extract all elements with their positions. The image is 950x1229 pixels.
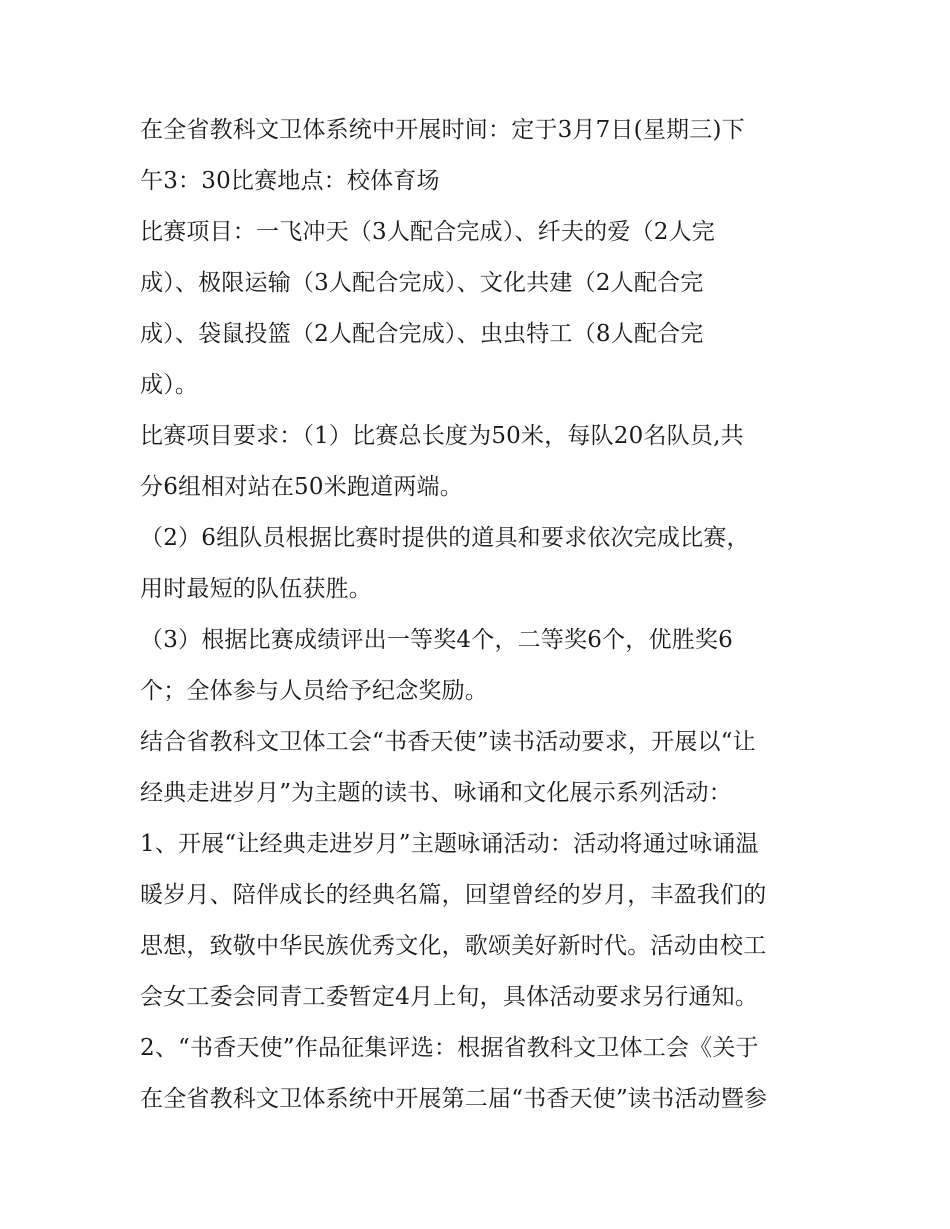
text-line: 成）。 — [140, 372, 199, 398]
document-body — [140, 105, 820, 1125]
text-line: 2、“书香天使”作品征集评选：根据省教科文卫体工会《关于 — [140, 1035, 759, 1061]
text-line: 成）、袋鼠投篮（2人配合完成）、虫虫特工（8人配合完 — [140, 321, 704, 347]
text-line: 经典走进岁月”为主题的读书、咏诵和文化展示系列活动： — [140, 780, 732, 806]
text-line: 成）、极限运输（3人配合完成）、文化共建（2人配合完 — [140, 270, 704, 296]
text-line: 比赛项目要求：（1）比赛总长度为50米，每队20名队员,共 — [140, 423, 744, 449]
text-line: 思想，致敬中华民族优秀文化，歌颂美好新时代。活动由校工 — [140, 933, 767, 959]
text-line: 会女工委会同青工委暂定4月上旬，具体活动要求另行通知。 — [140, 984, 759, 1010]
text-line: 在全省教科文卫体系统中开展时间：定于3月7日(星期三)下 — [140, 117, 745, 143]
text-line: （2）6组队员根据比赛时提供的道具和要求依次完成比赛， — [140, 525, 750, 551]
text-line: 在全省教科文卫体系统中开展第二届“书香天使”读书活动暨参 — [140, 1086, 768, 1112]
text-line: 结合省教科文卫体工会“书香天使”读书活动要求，开展以“让 — [140, 729, 756, 755]
text-line: 个；全体参与人员给予纪念奖励。 — [140, 678, 488, 704]
text-line: 午3：30比赛地点：校体育场 — [140, 168, 440, 194]
text-line: 1、开展“让经典走进岁月”主题咏诵活动：活动将通过咏诵温 — [140, 831, 759, 857]
text-line: 用时最短的队伍获胜。 — [140, 576, 372, 602]
text-line: （3）根据比赛成绩评出一等奖4个，二等奖6个，优胜奖6 — [140, 627, 733, 653]
text-line: 暖岁月、陪伴成长的经典名篇，回望曾经的岁月，丰盈我们的 — [140, 882, 767, 908]
text-line: 比赛项目：一飞冲天（3人配合完成）、纤夫的爱（2人完 — [140, 219, 715, 245]
text-line: 分6组相对站在50米跑道两端。 — [140, 474, 463, 500]
